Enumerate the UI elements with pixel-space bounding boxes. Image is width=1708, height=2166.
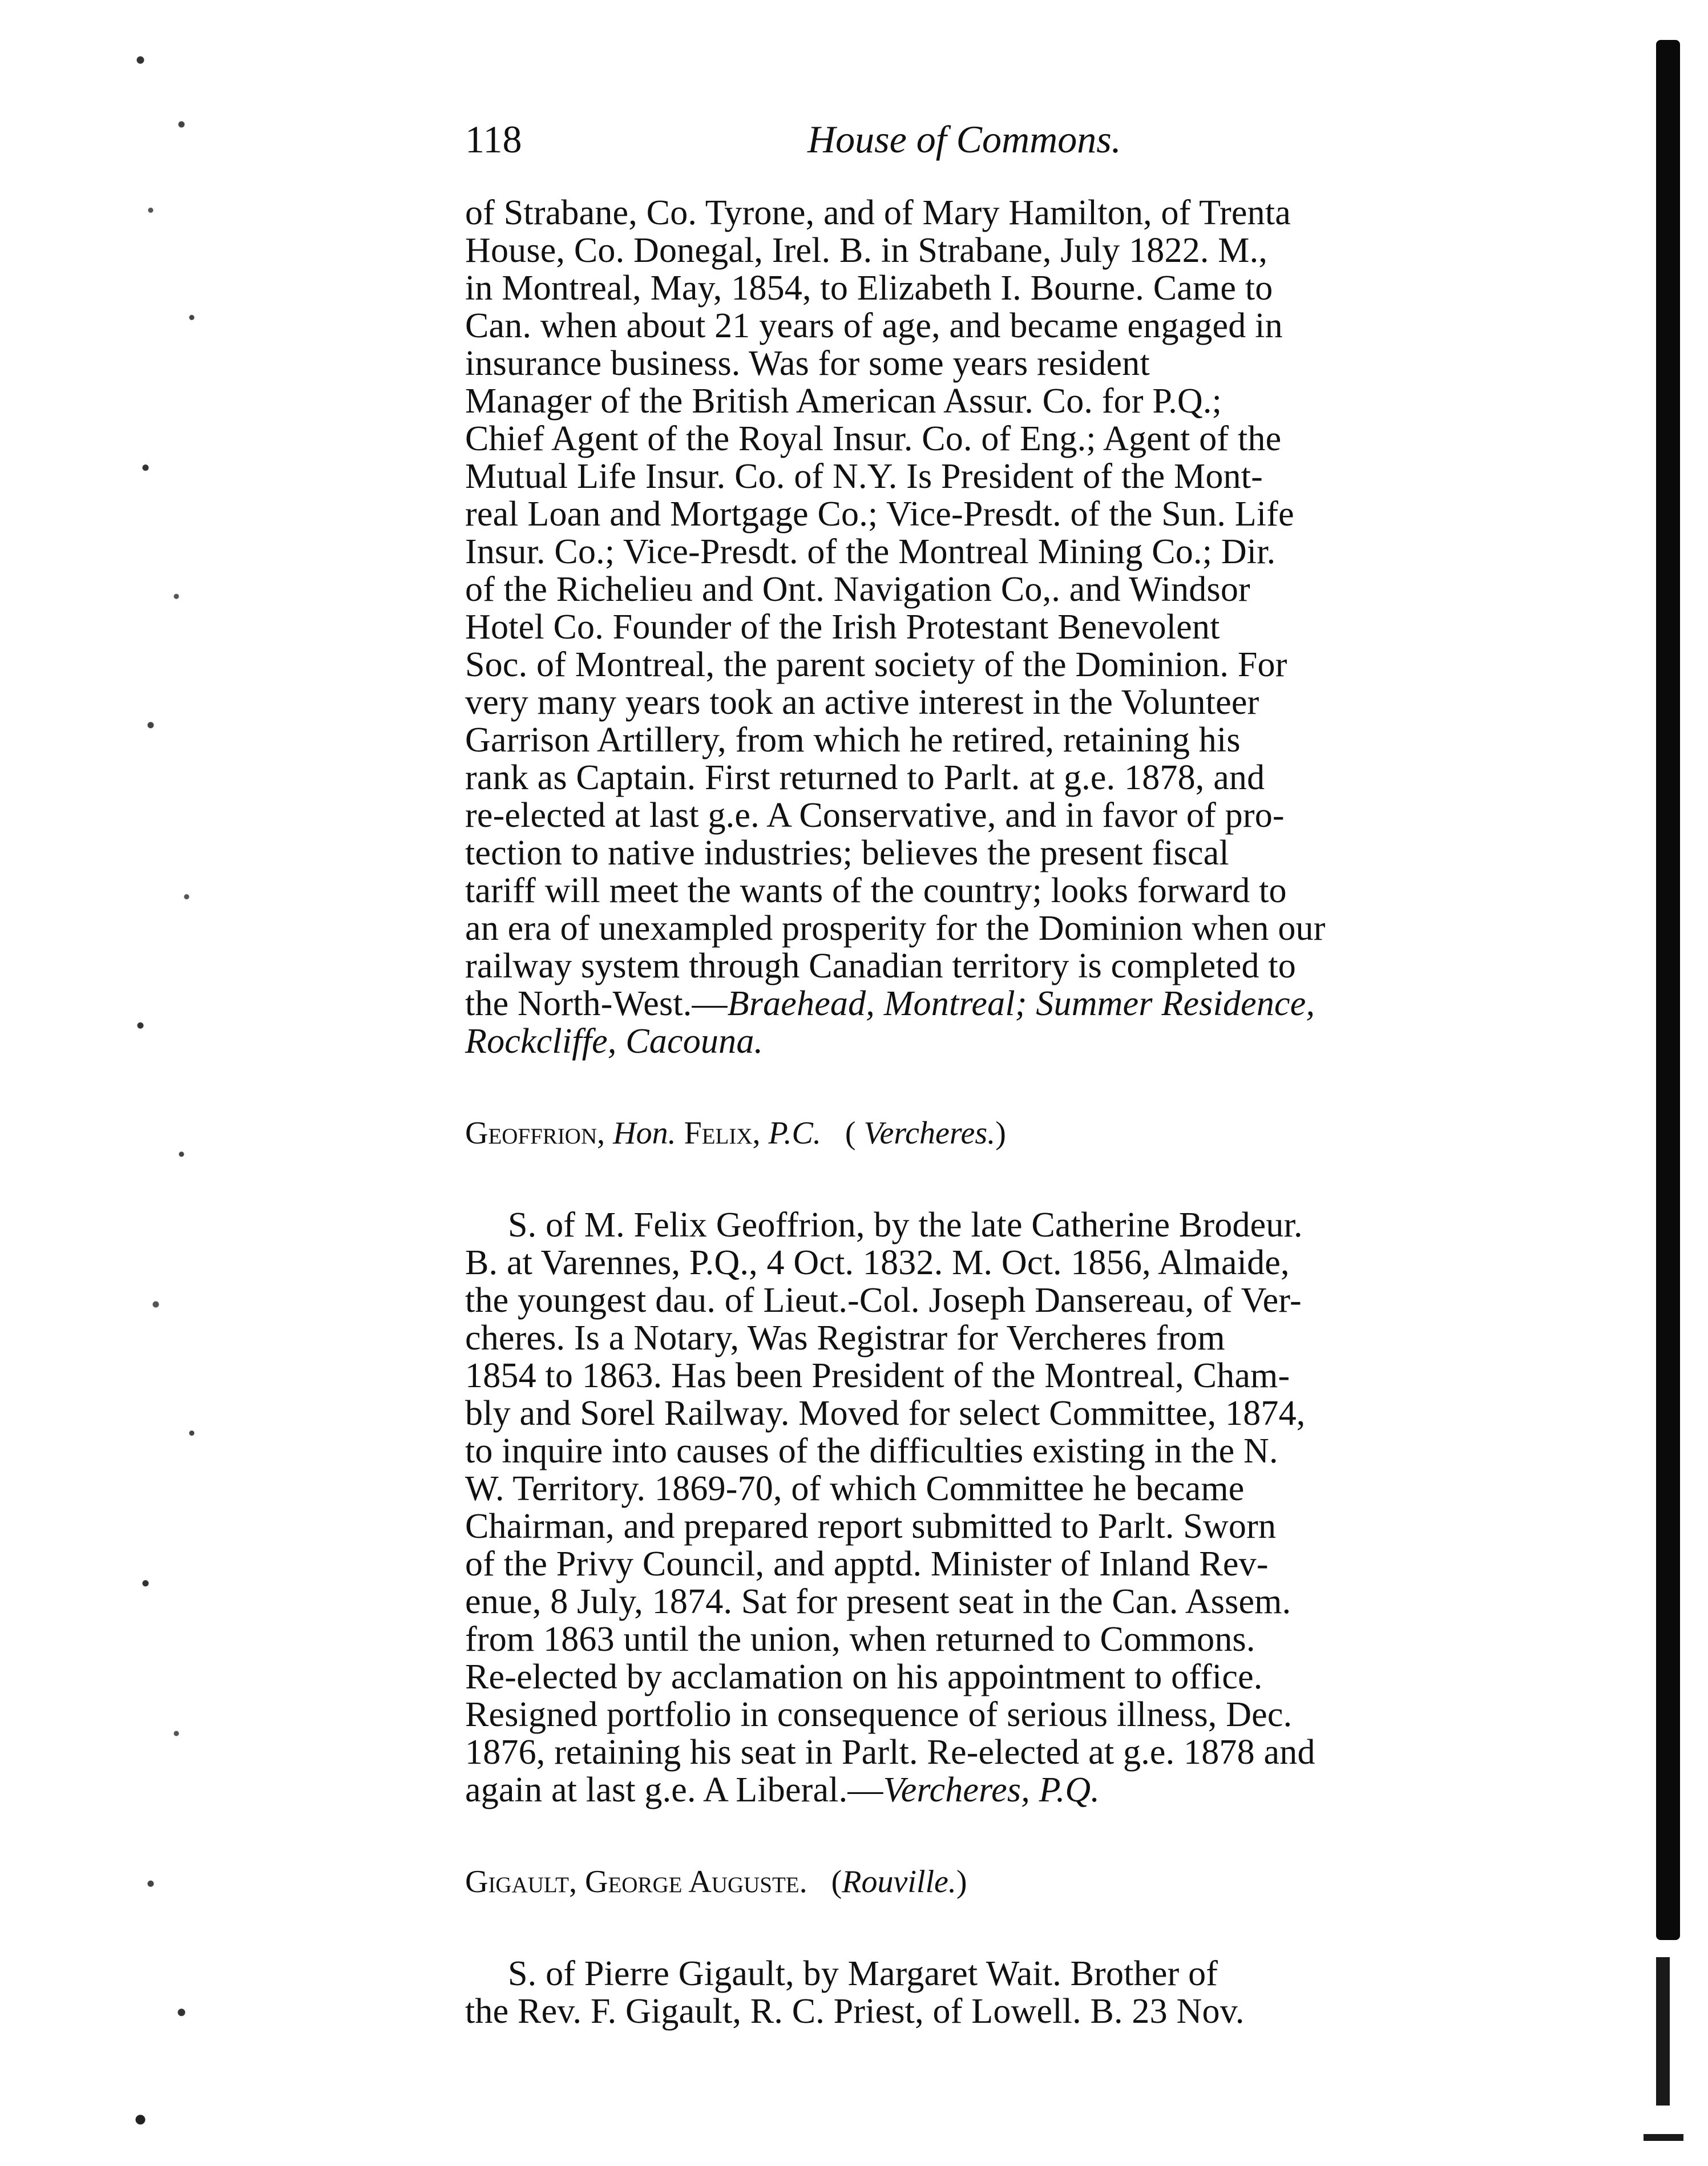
- continuation-line: House, Co. Donegal, Irel. B. in Strabane, July 1822. M.,: [465, 231, 1268, 270]
- spacer: [465, 1060, 1507, 1114]
- continuation-line-residence: [465, 985, 1507, 1023]
- residence-italic: Braehead, Montreal; Summer Residence,: [727, 984, 1315, 1023]
- entry-line: from 1863 until the union, when returned to Commons.: [465, 1620, 1255, 1659]
- spacer: [465, 1809, 1507, 1863]
- entry-given-name: Felix: [684, 1116, 753, 1151]
- continuation-line: Chief Agent of the Royal Insur. Co. of Eng.; Agent of the: [465, 419, 1282, 458]
- entry-line: bly and Sorel Railway. Moved for select Committee, 1874,: [465, 1394, 1306, 1433]
- entry-line: 1876, retaining his seat in Parlt. Re-elected at g.e. 1878 and: [465, 1733, 1315, 1772]
- continuation-line: Soc. of Montreal, the parent society of the Dominion. For: [465, 645, 1287, 684]
- continuation-line: Mutual Life Insur. Co. of N.Y. Is President of the Mont-: [465, 457, 1263, 496]
- continuation-line: Insur. Co.; Vice-Presdt. of the Montreal Mining Co.; Dir.: [465, 532, 1276, 571]
- continuation-line: Hotel Co. Founder of the Irish Protestant Benevolent: [465, 608, 1220, 646]
- entry-postnominal: P.C.: [768, 1116, 821, 1151]
- continuation-line: in Montreal, May, 1854, to Elizabeth I. Bourne. Came to: [465, 269, 1273, 308]
- entry-given-name: George Auguste.: [585, 1864, 807, 1900]
- entry-line: cheres. Is a Notary, Was Registrar for Vercheres from: [465, 1319, 1225, 1357]
- entry-line: S. of Pierre Gigault, by Margaret Wait. Brother of: [508, 1954, 1218, 1993]
- entry-line: the youngest dau. of Lieut.-Col. Joseph Dansereau, of Ver-: [465, 1281, 1302, 1320]
- entry-line: enue, 8 July, 1874. Sat for present seat in the Can. Assem.: [465, 1582, 1291, 1621]
- continuation-line: Garrison Artillery, from which he retired, retaining his: [465, 721, 1241, 759]
- entry-line: Resigned portfolio in consequence of serious illness, Dec.: [465, 1695, 1293, 1734]
- continuation-line: Manager of the British American Assur. Co. for P.Q.;: [465, 382, 1222, 421]
- continuation-line: tection to native industries; believes the present fiscal: [465, 834, 1229, 872]
- continuation-line: insurance business. Was for some years resident: [465, 344, 1150, 383]
- continuation-text: the North-West.—: [465, 984, 728, 1023]
- entry-line: W. Territory. 1869-70, of which Committee he became: [465, 1469, 1245, 1508]
- entry-line: Chairman, and prepared report submitted to Parlt. Sworn: [465, 1507, 1277, 1546]
- entry-line: the Rev. F. Gigault, R. C. Priest, of Lowell. B. 23 Nov.: [465, 1992, 1245, 2031]
- entry-heading-gigault: Gigault, George Auguste. (Rouville.): [465, 1864, 967, 1900]
- entry-line: 1854 to 1863. Has been President of the Montreal, Cham-: [465, 1356, 1290, 1395]
- continuation-line: of the Richelieu and Ont. Navigation Co,. and Windsor: [465, 570, 1250, 609]
- entry-line: S. of M. Felix Geoffrion, by the late Catherine Brodeur.: [508, 1206, 1303, 1244]
- scan-edge-right-artifact: [1656, 40, 1680, 1940]
- scan-edge-left-artifact: [120, 17, 223, 2163]
- continuation-line: tariff will meet the wants of the country; looks forward to: [465, 871, 1287, 910]
- continuation-line: an era of unexampled prosperity for the Dominion when our: [465, 909, 1326, 948]
- entry-line-residence: [465, 1771, 1507, 1809]
- text-column: [465, 194, 1507, 2030]
- spacer: [465, 1152, 1507, 1206]
- running-head: [465, 117, 1492, 168]
- continuation-line: of Strabane, Co. Tyrone, and of Mary Hamilton, of Trenta: [465, 193, 1291, 232]
- running-title: House of Commons.: [807, 118, 1121, 161]
- entry-constituency: Rouville.: [842, 1864, 956, 1900]
- continuation-line: re-elected at last g.e. A Conservative, and in favor of pro-: [465, 796, 1285, 835]
- entry-heading-geoffrion: Geoffrion, Hon. Felix, P.C. ( Vercheres.): [465, 1116, 1006, 1151]
- entry-surname: Gigault: [465, 1864, 569, 1900]
- continuation-line: rank as Captain. First returned to Parlt. at g.e. 1878, and: [465, 758, 1265, 797]
- residence-italic: Vercheres, P.Q.: [883, 1771, 1100, 1809]
- page-number: 118: [465, 118, 522, 161]
- continuation-line: real Loan and Mortgage Co.; Vice-Presdt. of the Sun. Life: [465, 495, 1294, 534]
- scan-edge-right-tick-artifact: [1644, 2134, 1683, 2141]
- entry-line: Re-elected by acclamation on his appointment to office.: [465, 1658, 1263, 1696]
- entry-surname: Geoffrion: [465, 1116, 597, 1151]
- residence-italic-final: Rockcliffe, Cacouna.: [465, 1022, 764, 1061]
- entry-honorific: Hon.: [613, 1116, 676, 1151]
- continuation-entry: [465, 194, 1507, 1060]
- scan-edge-right-lower-artifact: [1656, 1957, 1670, 2106]
- entry-body-geoffrion: [465, 1206, 1507, 1809]
- continuation-line: railway system through Canadian territory is completed to: [465, 947, 1296, 985]
- entry-body-gigault: [465, 1955, 1507, 2030]
- entry-constituency: Vercheres.: [863, 1116, 996, 1151]
- entry-line: of the Privy Council, and apptd. Minister of Inland Rev-: [465, 1545, 1269, 1583]
- entry-line: to inquire into causes of the difficulties existing in the N.: [465, 1432, 1278, 1470]
- continuation-line: Can. when about 21 years of age, and became engaged in: [465, 306, 1283, 345]
- spacer: [465, 1901, 1507, 1955]
- continuation-line: very many years took an active interest in the Volunteer: [465, 683, 1259, 722]
- entry-text: again at last g.e. A Liberal.—: [465, 1771, 883, 1809]
- entry-line: B. at Varennes, P.Q., 4 Oct. 1832. M. Oct. 1856, Almaide,: [465, 1243, 1290, 1282]
